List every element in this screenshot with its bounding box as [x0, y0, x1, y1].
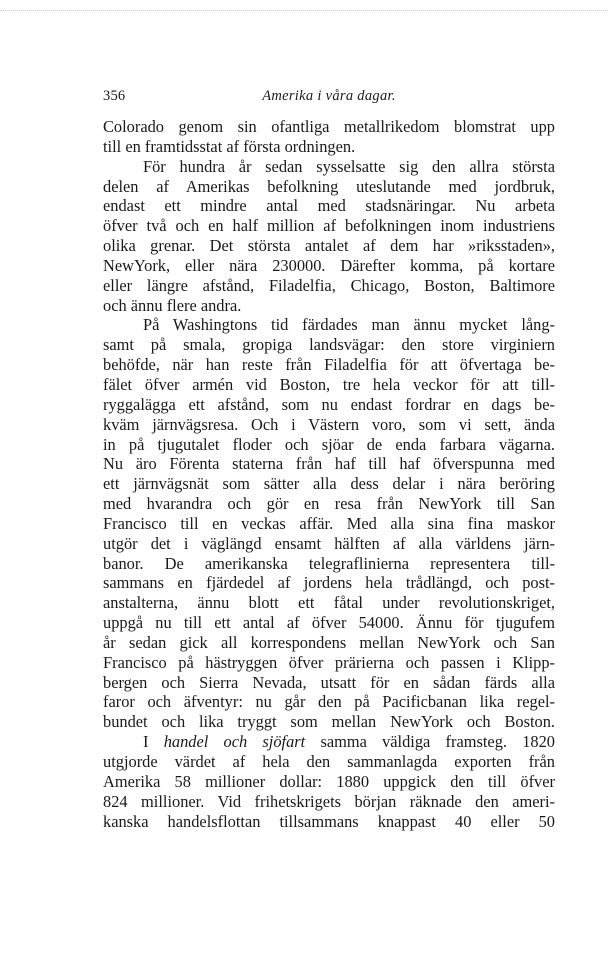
text-line: kväm järnvägsresa. Och i Västern voro, som vi sett, ända	[103, 414, 555, 434]
text-line: Francisco till en veckas affär. Med alla sina fina maskor	[103, 513, 555, 533]
text-line: bundet och lika tryggt som mellan NewYork och Boston.	[103, 712, 555, 732]
text-line: in på tjugutalet floder och sjöar de enda farbara vägarna.	[103, 434, 555, 454]
text-line: banor. De amerikanska telegraflinierna representera till-	[103, 553, 555, 573]
text-segment: samma väldiga framsteg. 1820	[305, 732, 555, 752]
text-line: olika grenar. Det största antalet af dem har »riksstaden»,	[103, 236, 555, 256]
text-line: Francisco på hästryggen öfver prärierna och passen i Klipp-	[103, 652, 555, 672]
text-line: till en framtidsstat af första ordningen.	[103, 136, 356, 156]
text-line: samt på smala, gropiga landsvägar: den store virginiern	[103, 335, 555, 355]
page-number: 356	[103, 88, 126, 104]
text-line: Nu äro Förenta staterna från haf till haf öfverspunna med	[103, 454, 555, 474]
text-line: uppgå nu till ett antal af öfver 54000. Ännu för tjugufem	[103, 613, 555, 633]
text-line: Colorado genom sin ofantliga metallrikedom blomstrat upp	[103, 117, 555, 136]
text-line: eller längre afstånd, Filadelfia, Chicago, Boston, Baltimore	[103, 275, 555, 295]
text-line: NewYork, eller nära 230000. Därefter komma, på kortare	[103, 255, 555, 275]
text-line: delen af Amerikas befolkning uteslutande med jordbruk,	[103, 176, 555, 196]
text-line: år sedan gick all korrespondens mellan NewYork och San	[103, 632, 555, 652]
text-line: behöfde, när han reste från Filadelfia för att öfvertaga be-	[103, 355, 555, 375]
text-line: För hundra år sedan sysselsatte sig den allra största	[143, 156, 555, 176]
text-line: endast ett mindre antal med stadsnäringar. Nu arbeta	[103, 196, 555, 216]
text-segment: I	[143, 732, 164, 752]
text-line: faror och äfventyr: nu går den på Pacificbanan lika regel-	[103, 692, 555, 712]
page-header	[103, 88, 555, 108]
text-line: med hvarandra och gör en resa från NewYork till San	[103, 494, 555, 514]
text-line: kanska handelsflottan tillsammans knappast 40 eller 50	[103, 811, 555, 831]
text-line: utgjorde värdet af hela den sammanlagda exporten från	[103, 752, 555, 771]
text-line: och ännu flere andra.	[103, 295, 242, 315]
text-line: Amerika 58 millioner dollar: 1880 uppgick den till öfver	[103, 771, 555, 791]
running-title: Amerika i våra dagar.	[262, 88, 396, 104]
text-line: sammans en fjärdedel af jordens hela trådlängd, och post-	[103, 573, 555, 593]
text-line: fälet öfver armén vid Boston, tre hela veckor för att till-	[103, 374, 555, 394]
text-line: utgör det i väglängd ensamt hälften af alla världens järn-	[103, 533, 555, 553]
text-line: ryggalägga ett afstånd, som nu endast fordrar en dags be-	[103, 394, 555, 414]
top-scan-rule	[0, 10, 608, 12]
text-line: ett järnvägsnät som sätter alla dess delar i nära beröring	[103, 474, 555, 494]
body-text	[103, 117, 555, 831]
text-line: På Washingtons tid färdades man ännu mycket lång-	[143, 315, 555, 335]
italic-phrase: handel och sjöfart	[163, 732, 306, 752]
text-line: 824 millioner. Vid frihetskrigets början räknade den ameri-	[103, 791, 555, 811]
text-line: bergen och Sierra Nevada, utsatt för en sådan färds alla	[103, 672, 555, 692]
text-line: anstalterna, ännu blott ett fåtal under revolutionskriget,	[103, 593, 555, 613]
text-line	[103, 732, 555, 752]
text-line: öfver två och en half million af befolkningen inom industriens	[103, 216, 555, 236]
